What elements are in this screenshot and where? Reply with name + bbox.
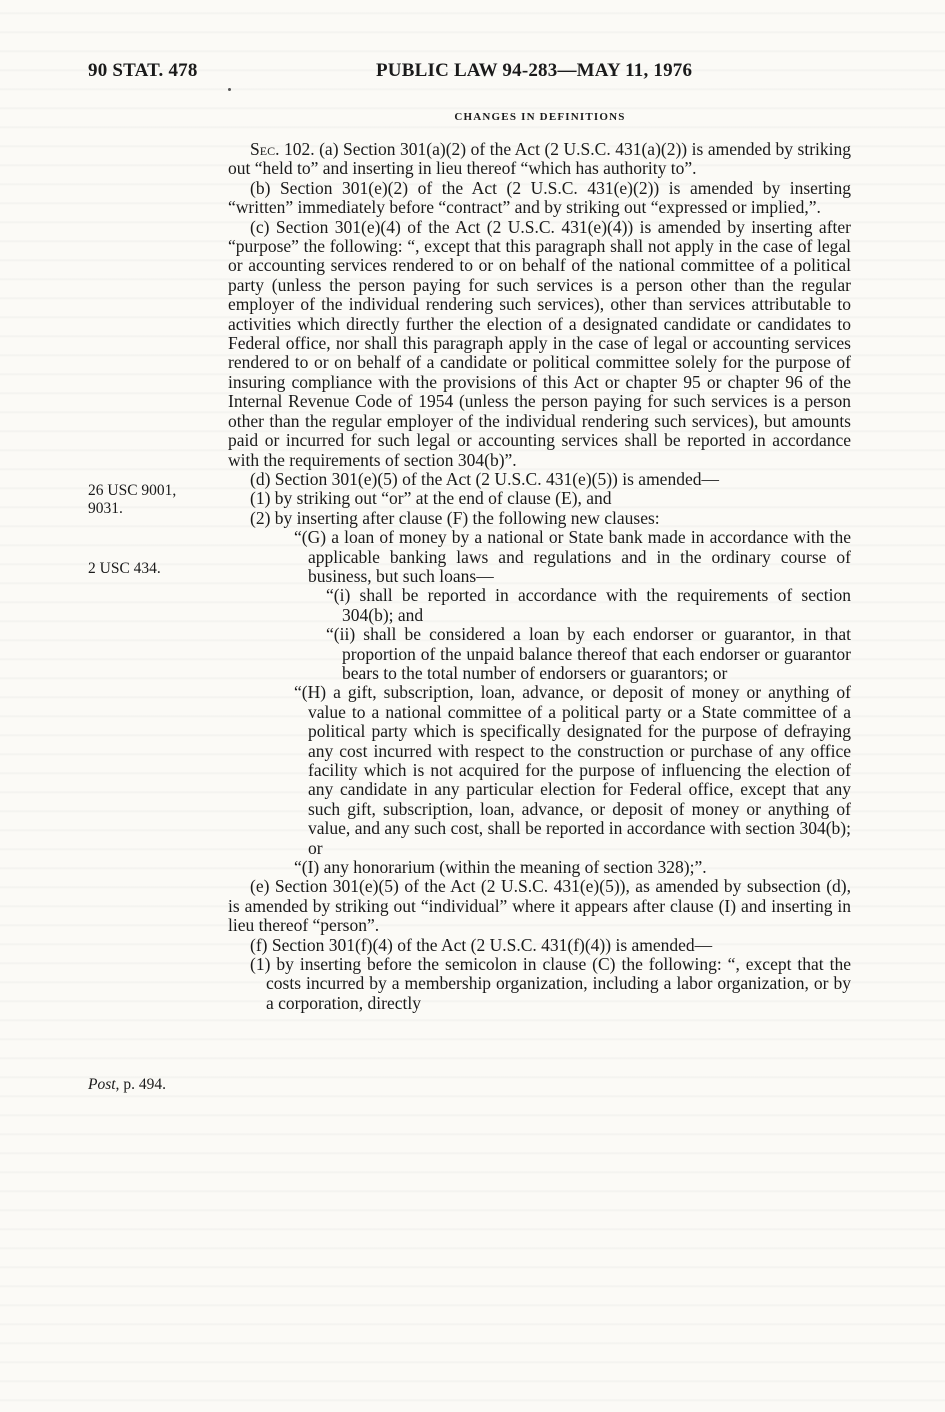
para-f1: (1) by inserting before the semicolon in clause (C) the following: “, except that the costs incurred by a membership organization, including a labor organization, or by a corporation, directly — [250, 954, 851, 1013]
para-e: (e) Section 301(e)(5) of the Act (2 U.S.C. 431(e)(5)), as amended by subsection (d), is amended by striking out “individual” where it appears after clause (I) and inserting in lieu thereof “person”. — [228, 876, 851, 936]
margin-note-post — [88, 1076, 166, 1094]
para-c: (c) Section 301(e)(4) of the Act (2 U.S.C. 431(e)(4)) is amended by inserting after “purpose” the following: “, except that this paragraph shall not apply in the case of legal or accounting services rendered to or on behalf of the national committee of a political party (unless the person paying for such services is a person other than the regular employer of the individual rendering such services), other than services attributable to activities which directly further the election of a designated candidate or candidates to Federal office, nor shall this paragraph apply in the case of legal or accounting services rendered to or on behalf of a candidate or political committee solely for the purpose of insuring compliance with the provisions of this Act or chapter 95 or chapter 96 of the Internal Revenue Code of 1954 (unless the person paying for such services is a person other than the regular employer of the individual rendering such services), but amounts paid or incurred for such legal or accounting services shall be reported in accordance with the requirements of section 304(b)”. — [228, 216, 851, 470]
margin-note-26usc-line2: 9031. — [88, 500, 123, 517]
margin-note-2usc434: 2 USC 434. — [88, 560, 161, 577]
margin-note-26usc-line1: 26 USC 9001, — [88, 482, 177, 499]
para-b: (b) Section 301(e)(2) of the Act (2 U.S.C. 431(e)(2)) is amended by inserting “written” immediately before “contract” and by striking out “expressed or implied,”. — [228, 177, 851, 218]
running-head: PUBLIC LAW 94-283—MAY 11, 1976 — [376, 60, 693, 81]
margin-note-26usc — [88, 482, 176, 518]
para-d1: (1) by striking out “or” at the end of clause (E), and — [250, 488, 612, 509]
section-heading: CHANGES IN DEFINITIONS — [454, 111, 626, 123]
page-stat-number: 90 STAT. 478 — [88, 60, 198, 81]
clause-h: “(H) a gift, subscription, loan, advance, or deposit of money or anything of value to a national committee of a political party or a State committee of a political party which is specifically designated for the purpose of defraying any cost incurred with respect to the construction or purchase of any office facility which is not acquired for the purpose of influencing the election of any candidate in any particular election for Federal office, except that any such gift, subscription, loan, advance, or deposit of money or anything of value, and any such cost, shall be reported in accordance with section 304(b); or — [294, 682, 851, 858]
para-d: (d) Section 301(e)(5) of the Act (2 U.S.C. 431(e)(5)) is amended— — [250, 468, 719, 489]
clause-g-ii: “(ii) shall be considered a loan by each endorser or guarantor, in that proportion of the unpaid balance thereof that each endorser or guarantor bears to the total number of endorsers or guarantors; or — [326, 624, 851, 683]
para-a-text: 102. (a) Section 301(a)(2) of the Act (2 U.S.C. 431(a)(2)) is amended by striking out “held to” and inserting in lieu thereof “which has authority to”. — [228, 139, 851, 179]
speck-mark — [228, 88, 231, 91]
sec-label: Sec. — [250, 139, 280, 159]
clause-g-i: “(i) shall be reported in accordance with the requirements of section 304(b); and — [326, 585, 851, 625]
margin-note-post-label: Post, — [88, 1076, 120, 1093]
clause-g: “(G) a loan of money by a national or State bank made in accordance with the applicable banking laws and regulations and in the ordinary course of business, but such loans— — [294, 527, 851, 586]
body-text — [228, 140, 851, 1013]
para-a — [228, 140, 851, 179]
clause-i: “(I) any honorarium (within the meaning of section 328);”. — [294, 857, 707, 878]
para-f: (f) Section 301(f)(4) of the Act (2 U.S.C. 431(f)(4)) is amended— — [250, 934, 713, 955]
margin-note-post-page: p. 494. — [119, 1076, 166, 1093]
para-d2: (2) by inserting after clause (F) the following new clauses: — [250, 507, 660, 528]
